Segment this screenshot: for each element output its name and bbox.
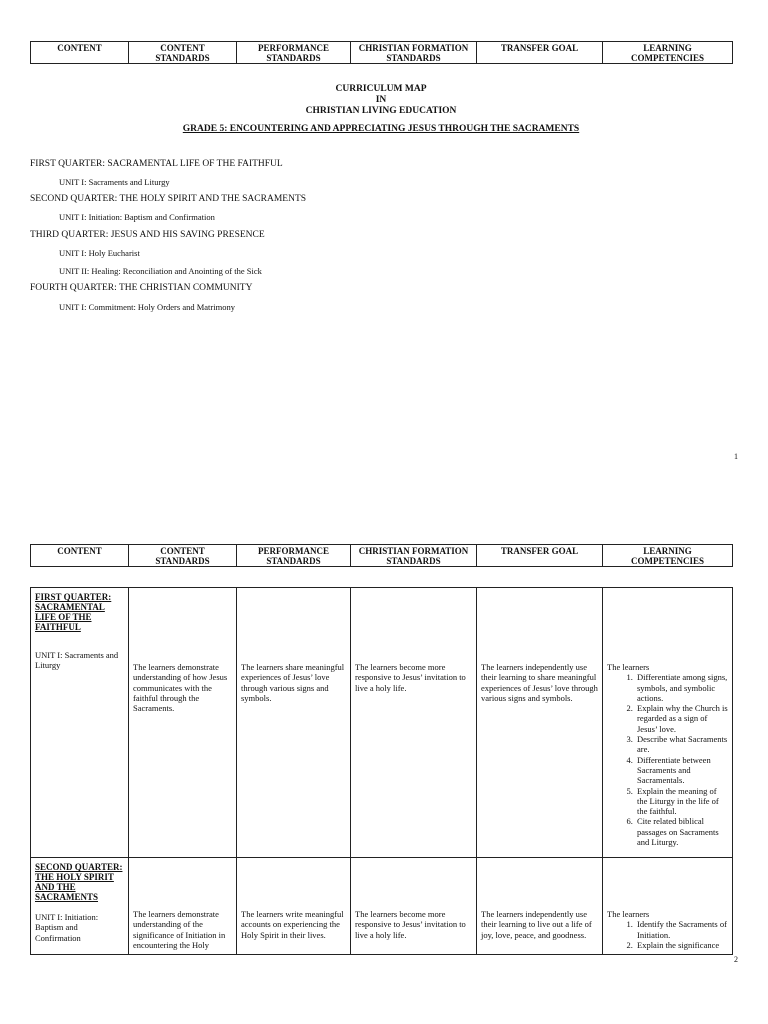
list-item: 2. Explain why the Church is regarded as a sign of Jesus’ love. — [635, 703, 728, 734]
title-line-2: IN — [375, 95, 387, 105]
content-standard-text: The learners demonstrate understanding of the significance of Initiation in encountering the Holy — [133, 909, 226, 950]
header-performance-standards-label: PERFORMANCE STANDARDS — [258, 43, 329, 63]
header-content-label: CONTENT — [57, 43, 102, 53]
title-line-1: CURRICULUM MAP — [335, 84, 427, 94]
transfer-goal-cell — [477, 858, 603, 955]
header-transfer-goal-label: TRANSFER GOAL — [500, 43, 579, 53]
header-content-standards — [129, 42, 237, 64]
header-transfer-goal-label: TRANSFER GOAL — [500, 546, 579, 556]
performance-standard-cell — [237, 858, 351, 955]
quarter-heading: SECOND QUARTER: THE HOLY SPIRIT AND THE SACRAMENTS — [35, 862, 123, 902]
quarter-heading: FIRST QUARTER: SACRAMENTAL LIFE OF THE FAITHFUL — [35, 592, 112, 632]
list-item: 2. Explain the significance — [635, 940, 728, 950]
list-item: 6. Cite related biblical passages on Sacraments and Liturgy. — [635, 816, 728, 847]
header-formation-standards-label: CHRISTIAN FORMATION STANDARDS — [358, 43, 469, 63]
transfer-goal-cell — [477, 588, 603, 858]
header-content-standards-label: CONTENT STANDARDS — [155, 43, 210, 63]
header-learning-competencies — [603, 42, 733, 64]
outline-q1-unit1: UNIT I: Sacraments and Liturgy — [59, 177, 170, 187]
competency-list — [607, 672, 728, 847]
header-formation-standards — [351, 545, 477, 567]
table-row — [31, 858, 733, 955]
content-cell — [31, 858, 129, 955]
header-content-label: CONTENT — [57, 546, 102, 556]
table-row — [31, 588, 733, 858]
header-formation-standards — [351, 42, 477, 64]
performance-standard-cell — [237, 588, 351, 858]
header-performance-standards — [237, 545, 351, 567]
transfer-goal-text: The learners independently use their learning to live out a life of joy, love, peace, and goodness. — [481, 909, 592, 940]
outline-q1: FIRST QUARTER: SACRAMENTAL LIFE OF THE FAITHFUL — [30, 159, 283, 169]
outline-q3-unit1: UNIT I: Holy Eucharist — [59, 248, 140, 258]
header-content-standards-label: CONTENT STANDARDS — [155, 546, 210, 566]
header-performance-standards-label: PERFORMANCE STANDARDS — [258, 546, 329, 566]
page1-header-table — [30, 41, 733, 64]
header-content — [31, 545, 129, 567]
performance-standard-text: The learners write meaningful accounts on experiencing the Holy Spirit in their lives. — [241, 909, 344, 940]
outline-q2: SECOND QUARTER: THE HOLY SPIRIT AND THE SACRAMENTS — [30, 194, 307, 204]
competency-intro: The learners — [607, 662, 650, 672]
list-item: 5. Explain the meaning of the Liturgy in the life of the faithful. — [635, 786, 728, 817]
list-item: 4. Differentiate between Sacraments and Sacramentals. — [635, 755, 728, 786]
header-transfer-goal — [477, 545, 603, 567]
formation-standard-text: The learners become more responsive to Jesus’ invitation to live a holy life. — [355, 662, 466, 693]
curriculum-table — [30, 587, 733, 955]
header-transfer-goal — [477, 42, 603, 64]
competency-list — [607, 919, 728, 950]
outline-q3: THIRD QUARTER: JESUS AND HIS SAVING PRESENCE — [30, 230, 265, 240]
page-number-2: 2 — [734, 955, 738, 964]
formation-standard-cell — [351, 588, 477, 858]
unit-label: UNIT I: Sacraments and Liturgy — [35, 650, 119, 671]
page2-header-table — [30, 544, 733, 567]
page-number-1: 1 — [734, 452, 738, 461]
competencies-cell — [603, 858, 733, 955]
title-line-3: CHRISTIAN LIVING EDUCATION — [305, 106, 457, 116]
outline-q2-unit1: UNIT I: Initiation: Baptism and Confirmation — [59, 212, 215, 222]
title-grade-line: GRADE 5: ENCOUNTERING AND APPRECIATING JESUS THROUGH THE SACRAMENTS — [182, 124, 580, 134]
header-formation-standards-label: CHRISTIAN FORMATION STANDARDS — [358, 546, 469, 566]
formation-standard-cell — [351, 858, 477, 955]
content-standard-text: The learners demonstrate understanding of how Jesus communicates with the faithful through the Sacraments. — [133, 662, 228, 714]
header-learning-competencies-label: LEARNING COMPETENCIES — [630, 43, 704, 63]
content-standard-cell — [129, 588, 237, 858]
transfer-goal-text: The learners independently use their learning to share meaningful experiences of Jesus’ love through various signs and symbols. — [481, 662, 598, 703]
performance-standard-text: The learners share meaningful experiences of Jesus’ love through various signs and symbols. — [241, 662, 345, 703]
content-cell — [31, 588, 129, 858]
header-learning-competencies-label: LEARNING COMPETENCIES — [630, 546, 704, 566]
formation-standard-text: The learners become more responsive to Jesus’ invitation to live a holy life. — [355, 909, 466, 940]
unit-label: UNIT I: Initiation: Baptism and Confirmation — [35, 912, 99, 943]
list-item: 1. Identify the Sacraments of Initiation. — [635, 919, 728, 940]
competencies-cell — [603, 588, 733, 858]
outline-q4: FOURTH QUARTER: THE CHRISTIAN COMMUNITY — [30, 283, 253, 293]
header-performance-standards — [237, 42, 351, 64]
header-content-standards — [129, 545, 237, 567]
header-learning-competencies — [603, 545, 733, 567]
outline-q4-unit1: UNIT I: Commitment: Holy Orders and Matrimony — [59, 302, 235, 312]
content-standard-cell — [129, 858, 237, 955]
list-item: 3. Describe what Sacraments are. — [635, 734, 728, 755]
competency-intro: The learners — [607, 909, 650, 919]
document-title — [30, 84, 732, 135]
list-item: 1. Differentiate among signs, symbols, and symbolic actions. — [635, 672, 728, 703]
outline-q3-unit2: UNIT II: Healing: Reconciliation and Anointing of the Sick — [59, 266, 262, 276]
header-content — [31, 42, 129, 64]
